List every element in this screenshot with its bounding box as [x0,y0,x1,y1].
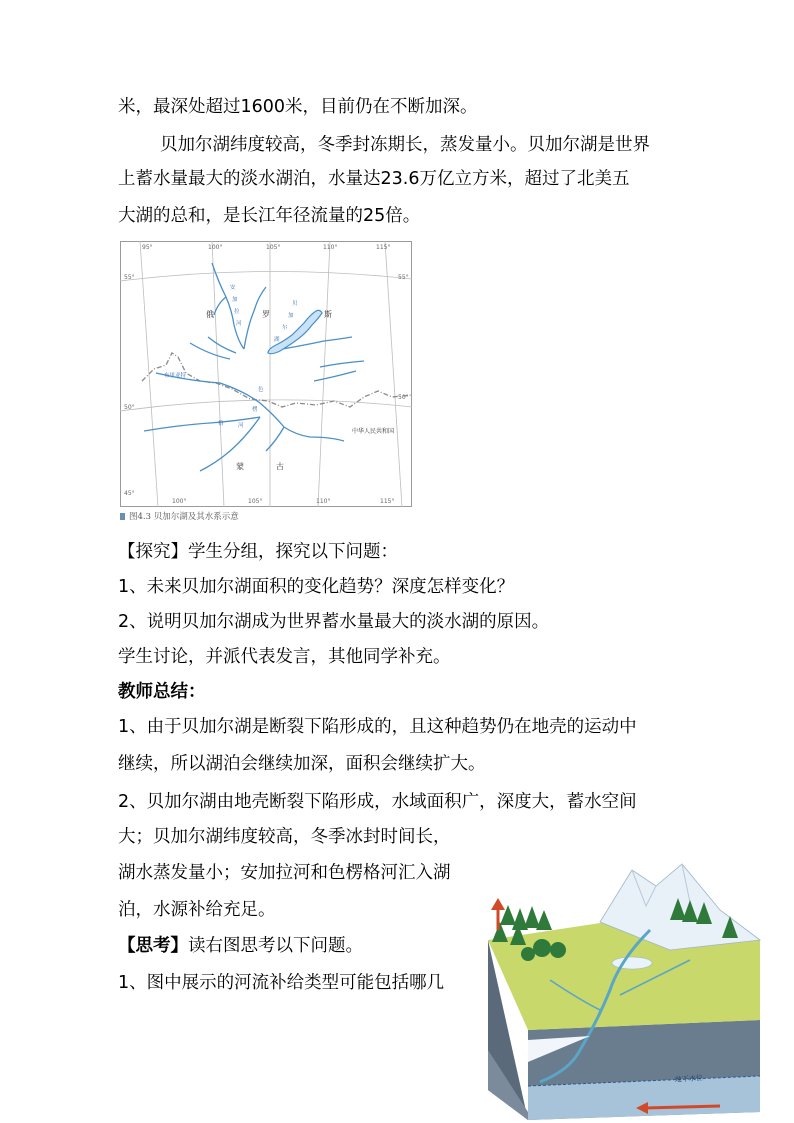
lon-label: 100° [208,244,223,251]
label-selenga-1: 色 [258,387,264,393]
lat-label: 55° [124,274,135,281]
text-line: 继续，所以湖泊会继续加深，面积会继续扩大。 [118,754,486,774]
label-selenga-3: 格 [218,421,224,427]
text-line: 泊，水源补给充足。 [118,900,276,920]
baikal-map [120,241,412,507]
lon-label: 110° [323,244,338,251]
label-angara-2: 加 [232,297,238,303]
label-selenga-4: 河 [238,423,244,429]
label-baikal-2: 加 [288,313,294,319]
text-line: 2、贝加尔湖由地壳断裂下陷形成，水域面积广，深度大，蓄水空间 [118,792,637,812]
text-line: 1、图中展示的河流补给类型可能包括哪几 [118,973,445,993]
label-angara-4: 河 [236,321,242,327]
map-caption [120,510,239,522]
label-mongolia-1: 蒙 [236,462,244,471]
label-angara-3: 拉 [234,309,240,315]
text-line: 湖水蒸发量小；安加拉河和色楞格河汇入湖 [118,863,451,883]
text-line: 贝加尔湖纬度较高，冬季封冻期长，蒸发量小。贝加尔湖是世界 [160,135,650,155]
think-line [118,934,363,958]
text-line: 1、未来贝加尔湖面积的变化趋势？深度怎样变化？ [118,577,515,597]
groundwater-label: 地下水位 [674,1074,704,1084]
lat-label: 50° [398,394,409,401]
lon-label: 100° [172,498,187,505]
label-baikal-1: 贝 [292,301,298,307]
text-line: 学生讨论，并派代表发言，其他同学补充。 [118,647,451,667]
text-line: 上蓄水量最大的淡水湖泊，水量达23.6万亿立方米，超过了北美五 [118,169,630,189]
think-text: 读右图思考以下问题。 [188,936,363,956]
section-heading: 教师总结： [118,682,206,702]
lon-label: 95° [142,244,153,251]
lat-label: 50° [124,404,135,411]
text-line: 米，最深处超过1600米，目前仍在不断加深。 [118,97,478,117]
text-line: 大湖的总和，是长江年径流量的25倍。 [118,206,421,226]
label-region: 布里亚特 [164,373,187,379]
text-line: 【探究】学生分组，探究以下问题： [118,542,398,562]
label-mongolia-2: 古 [276,462,284,471]
caption-marker [120,513,125,520]
text-line: 2、说明贝加尔湖成为世界蓄水量最大的淡水湖的原因。 [118,612,550,632]
label-baikal-3: 尔 [282,325,288,331]
text-line: 1、由于贝加尔湖是断裂下陷形成的，且这种趋势仍在地壳的运动中 [118,717,637,737]
lon-label: 105° [248,498,263,505]
label-selenga-2: 楞 [252,407,258,413]
groundwater-arrow [645,1106,720,1108]
label-china: 中华人民共和国 [352,428,395,435]
label-russia-1: 俄 [206,310,214,319]
lon-label: 105° [266,244,281,251]
lat-label: 55° [398,274,409,281]
label-baikal-4: 湖 [274,337,280,343]
map-caption-text: 图4.3 贝加尔湖及其水系示意 [129,512,239,522]
lon-label: 115° [376,244,391,251]
label-angara-1: 安 [230,285,236,291]
lat-label: 45° [124,490,135,497]
text-line: 大；贝加尔湖纬度较高，冬季冰封时间长， [118,827,451,847]
lon-label: 110° [316,498,331,505]
label-russia-3: 斯 [324,310,332,319]
river-supply-diagram [470,850,770,1120]
lon-label: 115° [380,498,395,505]
think-label: 【思考】 [118,936,188,956]
label-russia-2: 罗 [262,310,270,319]
